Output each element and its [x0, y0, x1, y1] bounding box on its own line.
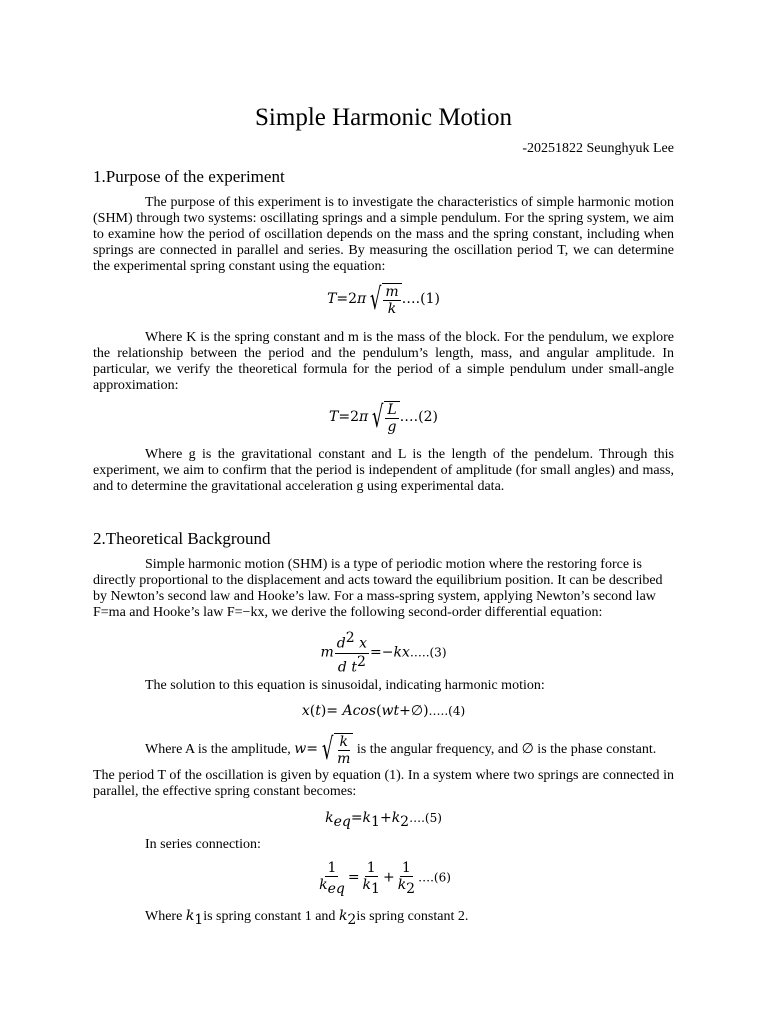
section1-heading: 1.Purpose of the experiment — [93, 167, 285, 186]
amplitude-text: Where A is the amplitude, — [145, 742, 291, 758]
document-title: Simple Harmonic Motion — [255, 104, 512, 131]
section2-paragraph-5: Where $k_1is$ spring constant 1 and $k_2is$ spring constant 2. — [145, 908, 469, 928]
equation-1-tag: ….(1) — [401, 291, 440, 308]
equation-6-tag: ….(6) — [418, 870, 451, 885]
equation-4-tag: …..(4) — [428, 704, 466, 718]
section2-paragraph-3: The period T of the oscillation is given by equation (1). In a system where two springs are connected in parallel, the effective spring constant becomes: — [93, 768, 674, 799]
section2-paragraph-3-line1: Where A is the amplitude, w= √ $\frac{k}{m}$ is the angular frequency, and ∅ is the phase constant. — [145, 732, 657, 767]
equation-1: T=2π √ $\frac{m}{k}$ ….(1) — [327, 282, 440, 317]
section2-heading: 2.Theoretical Background — [93, 529, 271, 548]
section2-paragraph-4: In series connection: — [145, 837, 261, 852]
equation-5-tag: ….(5) — [409, 811, 442, 825]
angular-frequency-text: is the angular frequency, and ∅ is the phase constant. — [356, 742, 657, 758]
equation-4: x(t)= Acos(wt+∅)…..(4) — [301, 703, 466, 719]
equation-2: T=2π √ $\frac{L}{g}$ ….(2) — [329, 400, 438, 435]
section1-paragraph-1: The purpose of this experiment is to investigate the characteristics of simple harmonic motion (SHM) through two systems: oscillating springs and a simple pendulum. For the spring system, we aim to examine how the period of oscillation depends on the mass and the spring constant, including when springs are connected in parallel and series. By measuring the oscillation period T, we can determine the experimental spring constant using the equation: — [93, 195, 674, 274]
equation-3-tag: …..(3) — [409, 645, 447, 660]
section1-paragraph-3: Where g is the gravitational constant and L is the length of the pendelum. Through this experiment, we aim to confirm that the period is independent of amplitude (for small angles) and mass, and to determine the gravitational acceleration g using experimental data. — [93, 447, 674, 494]
author-line: -20251822 Seunghyuk Lee — [522, 141, 674, 156]
equation-3: m $\frac{d^2 x}{d t^2}$ =−kx…..(3) — [320, 630, 447, 676]
equation-5: $k_{eq}=k_1+k_2\dots.(5)$ — [325, 810, 442, 830]
section2-paragraph-1: Simple harmonic motion (SHM) is a type of periodic motion where the restoring force is directly proportional to the displacement and acts toward the equilibrium position. It can be described by Newton’s second law and Hooke’s law. For a mass-spring system, applying Newton’s second law F=ma and Hooke’s law F=−kx, we derive the following second-order differential equation: — [93, 557, 663, 620]
section2-paragraph-2: The solution to this equation is sinusoidal, indicating harmonic motion: — [145, 678, 545, 693]
section1-paragraph-2: Where K is the spring constant and m is the mass of the block. For the pendulum, we explore the relationship between the period and the pendulum’s length, mass, and angular amplitude. In particular, we verify the theoretical formula for the period of a simple pendulum under small-angle approximation: — [93, 330, 674, 393]
equation-6: $\frac{1}{k_{eq}}$ = $\frac{1}{k_1}$ + $\frac{1}{k_2}$ ….(6) — [319, 860, 451, 897]
equation-2-tag: ….(2) — [399, 409, 438, 426]
